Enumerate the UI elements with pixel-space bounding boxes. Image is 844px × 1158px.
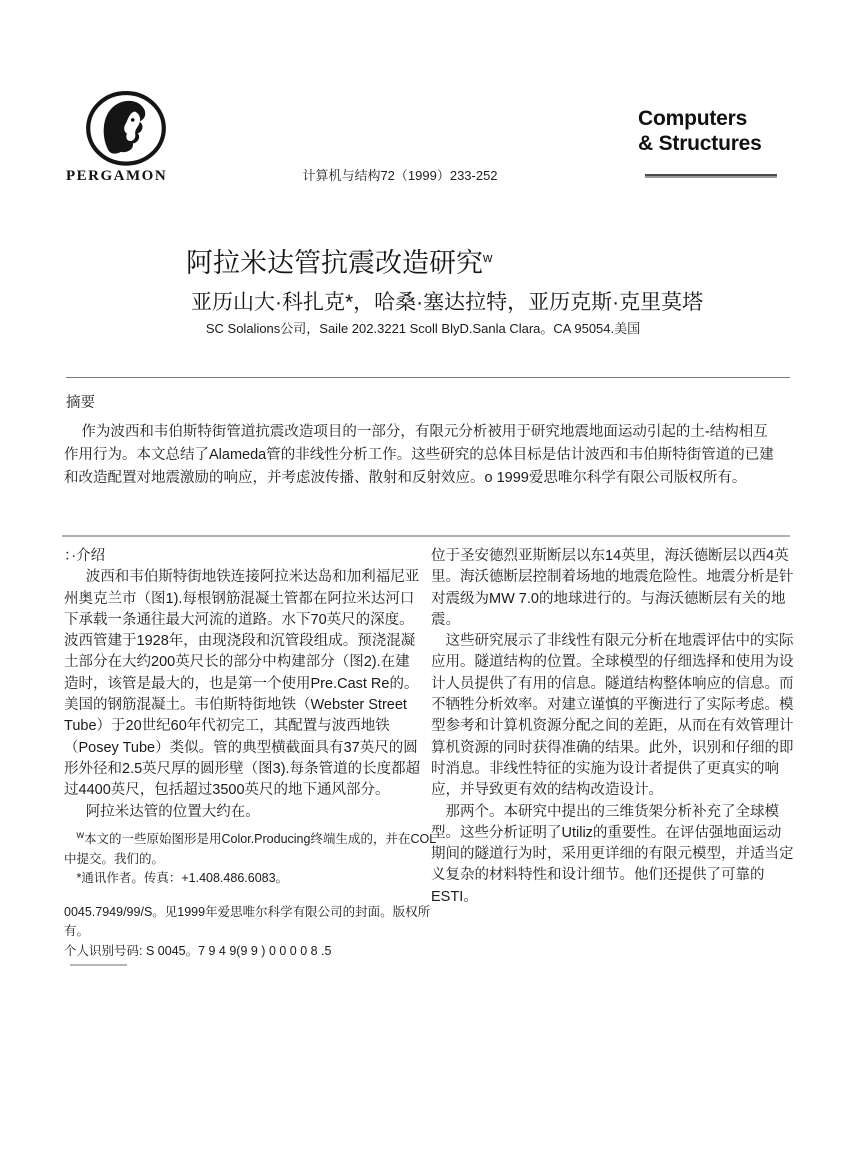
- paper-title: [186, 241, 492, 280]
- footnote-corresponding-author: *通讯作者。传真：+1.408.486.6083。: [76, 871, 289, 886]
- title-footnote-marker: w: [483, 250, 493, 265]
- affiliation-line: SC Solalions公司，Saile 202.3221 Scoll BlyD.Sanla Clara。CA 95054.美国: [205, 321, 641, 336]
- right-paragraph-1: 位于圣安德烈亚斯断层以东14英里，海沃德断层以西4英里。海沃德断层控制着场地的地震危险性。地震分析是针对震级为MW 7.0的地球进行的。与海沃德断层有关的地震。: [431, 548, 794, 628]
- right-paragraph-2: 这些研究展示了非线性有限元分析在地震评估中的实际应用。隧道结构的位置。全球模型的仔细选择和使用为设计人员提供了有用的信息。隧道结构整体响应的信息。而不牺牲分析效率。对建立谨慎的平衡进行了实际考虑。模型参考和计算机资源分配之间的差距，从而在有效管理计算机资源的同时获得准确的结果。此外，识别和仔细的即时消息。非线性特征的实施为设计者提供了更真实的响应，并导致更有效的结构改造设计。: [431, 633, 794, 799]
- intro-section-heading: ：·介绍: [64, 548, 106, 564]
- footnote-gap: [64, 889, 442, 903]
- intro-paragraph-1: 波西和韦伯斯特街地铁连接阿拉米达岛和加利福尼亚州奥克兰市（图1).每根钢筋混凝土管都在阿拉米达河口下承载一条通往最大河流的道路。水下70英尺的深度。波西管建于1928年，由现浇段和沉管段组成。预浇混凝土部分在大约200英尺长的部分中构建部分（图2).在建造时，该管是最大的，也是第一个使用Pre.Cast Re的。美国的钢筋混凝土。韦伯斯特街地铁（Webster Street Tube）于20世纪60年代初完工，其配置与波西地铁（Posey Tube）类似。管的典型横截面具有37英尺的圆形外径和2.5英尺厚的圆形壁（图3).每条管道的长度都超过4400英尺，包括超过3500英尺的地下通风部分。: [64, 569, 421, 799]
- pergamon-athena-logo-icon: [84, 86, 168, 174]
- paper-title-text: 阿拉米达管抗震改造研究: [186, 248, 483, 278]
- right-paragraph-3: 那两个。本研究中提出的三维货架分析补充了全球模型。这些分析证明了Utiliz的重要性。在评估强地面运动期间的隧道行为时，采用更详细的有限元模型，并适当定义复杂的材料特性和设计细节。他们还提供了可靠的ESTI。: [431, 803, 794, 905]
- copyright-line: 0045.7949/99/S。见1999年爱思唯尔科学有限公司的封面。版权所有。: [64, 904, 431, 939]
- abstract-heading: 摘要: [66, 395, 95, 411]
- journal-name-rule: [645, 174, 777, 178]
- bottom-short-rule: [70, 964, 127, 966]
- authors-line: 亚历山大·科扎克*，哈桑·塞达拉特，亚历克斯·克里莫塔: [191, 291, 704, 314]
- right-column: [431, 546, 794, 908]
- abstract-top-rule: [66, 377, 790, 378]
- journal-citation-line: 计算机与结构72（1999）233-252: [302, 168, 498, 183]
- left-column: [64, 546, 421, 823]
- footnote-w-marker: w: [76, 830, 85, 841]
- abstract-text: 作为波西和韦伯斯特街管道抗震改造项目的一部分，有限元分析被用于研究地震地面运动引起的土-结构相互作用行为。本文总结了Alameda管的非线性分析工作。这些研究的总体目标是估计波西和韦伯斯特街管道的已建和改造配置对地震激励的响应，并考虑波传播、散射和反射效应。o 1999爱思唯尔科学有限公司版权所有。: [64, 424, 774, 486]
- columns-top-rule: [62, 535, 790, 537]
- footnote-w-text: 本文的一些原始图形是用Color.Producing终端生成的，并在COL中提交。我们的。: [64, 832, 437, 866]
- pii-line: 个人识别号码: S 0045。7 9 4 9(9 9 ) 0 0 0 0 8 .5: [64, 943, 332, 958]
- footnotes-block: [64, 826, 442, 961]
- journal-name-line2: & Structures: [638, 132, 762, 155]
- journal-name-line1: Computers: [638, 107, 748, 130]
- intro-paragraph-2: 阿拉米达管的位置大约在。: [85, 803, 260, 820]
- footnote-w: [64, 826, 442, 869]
- publisher-name: PERGAMON: [66, 168, 168, 184]
- journal-name: [638, 106, 788, 156]
